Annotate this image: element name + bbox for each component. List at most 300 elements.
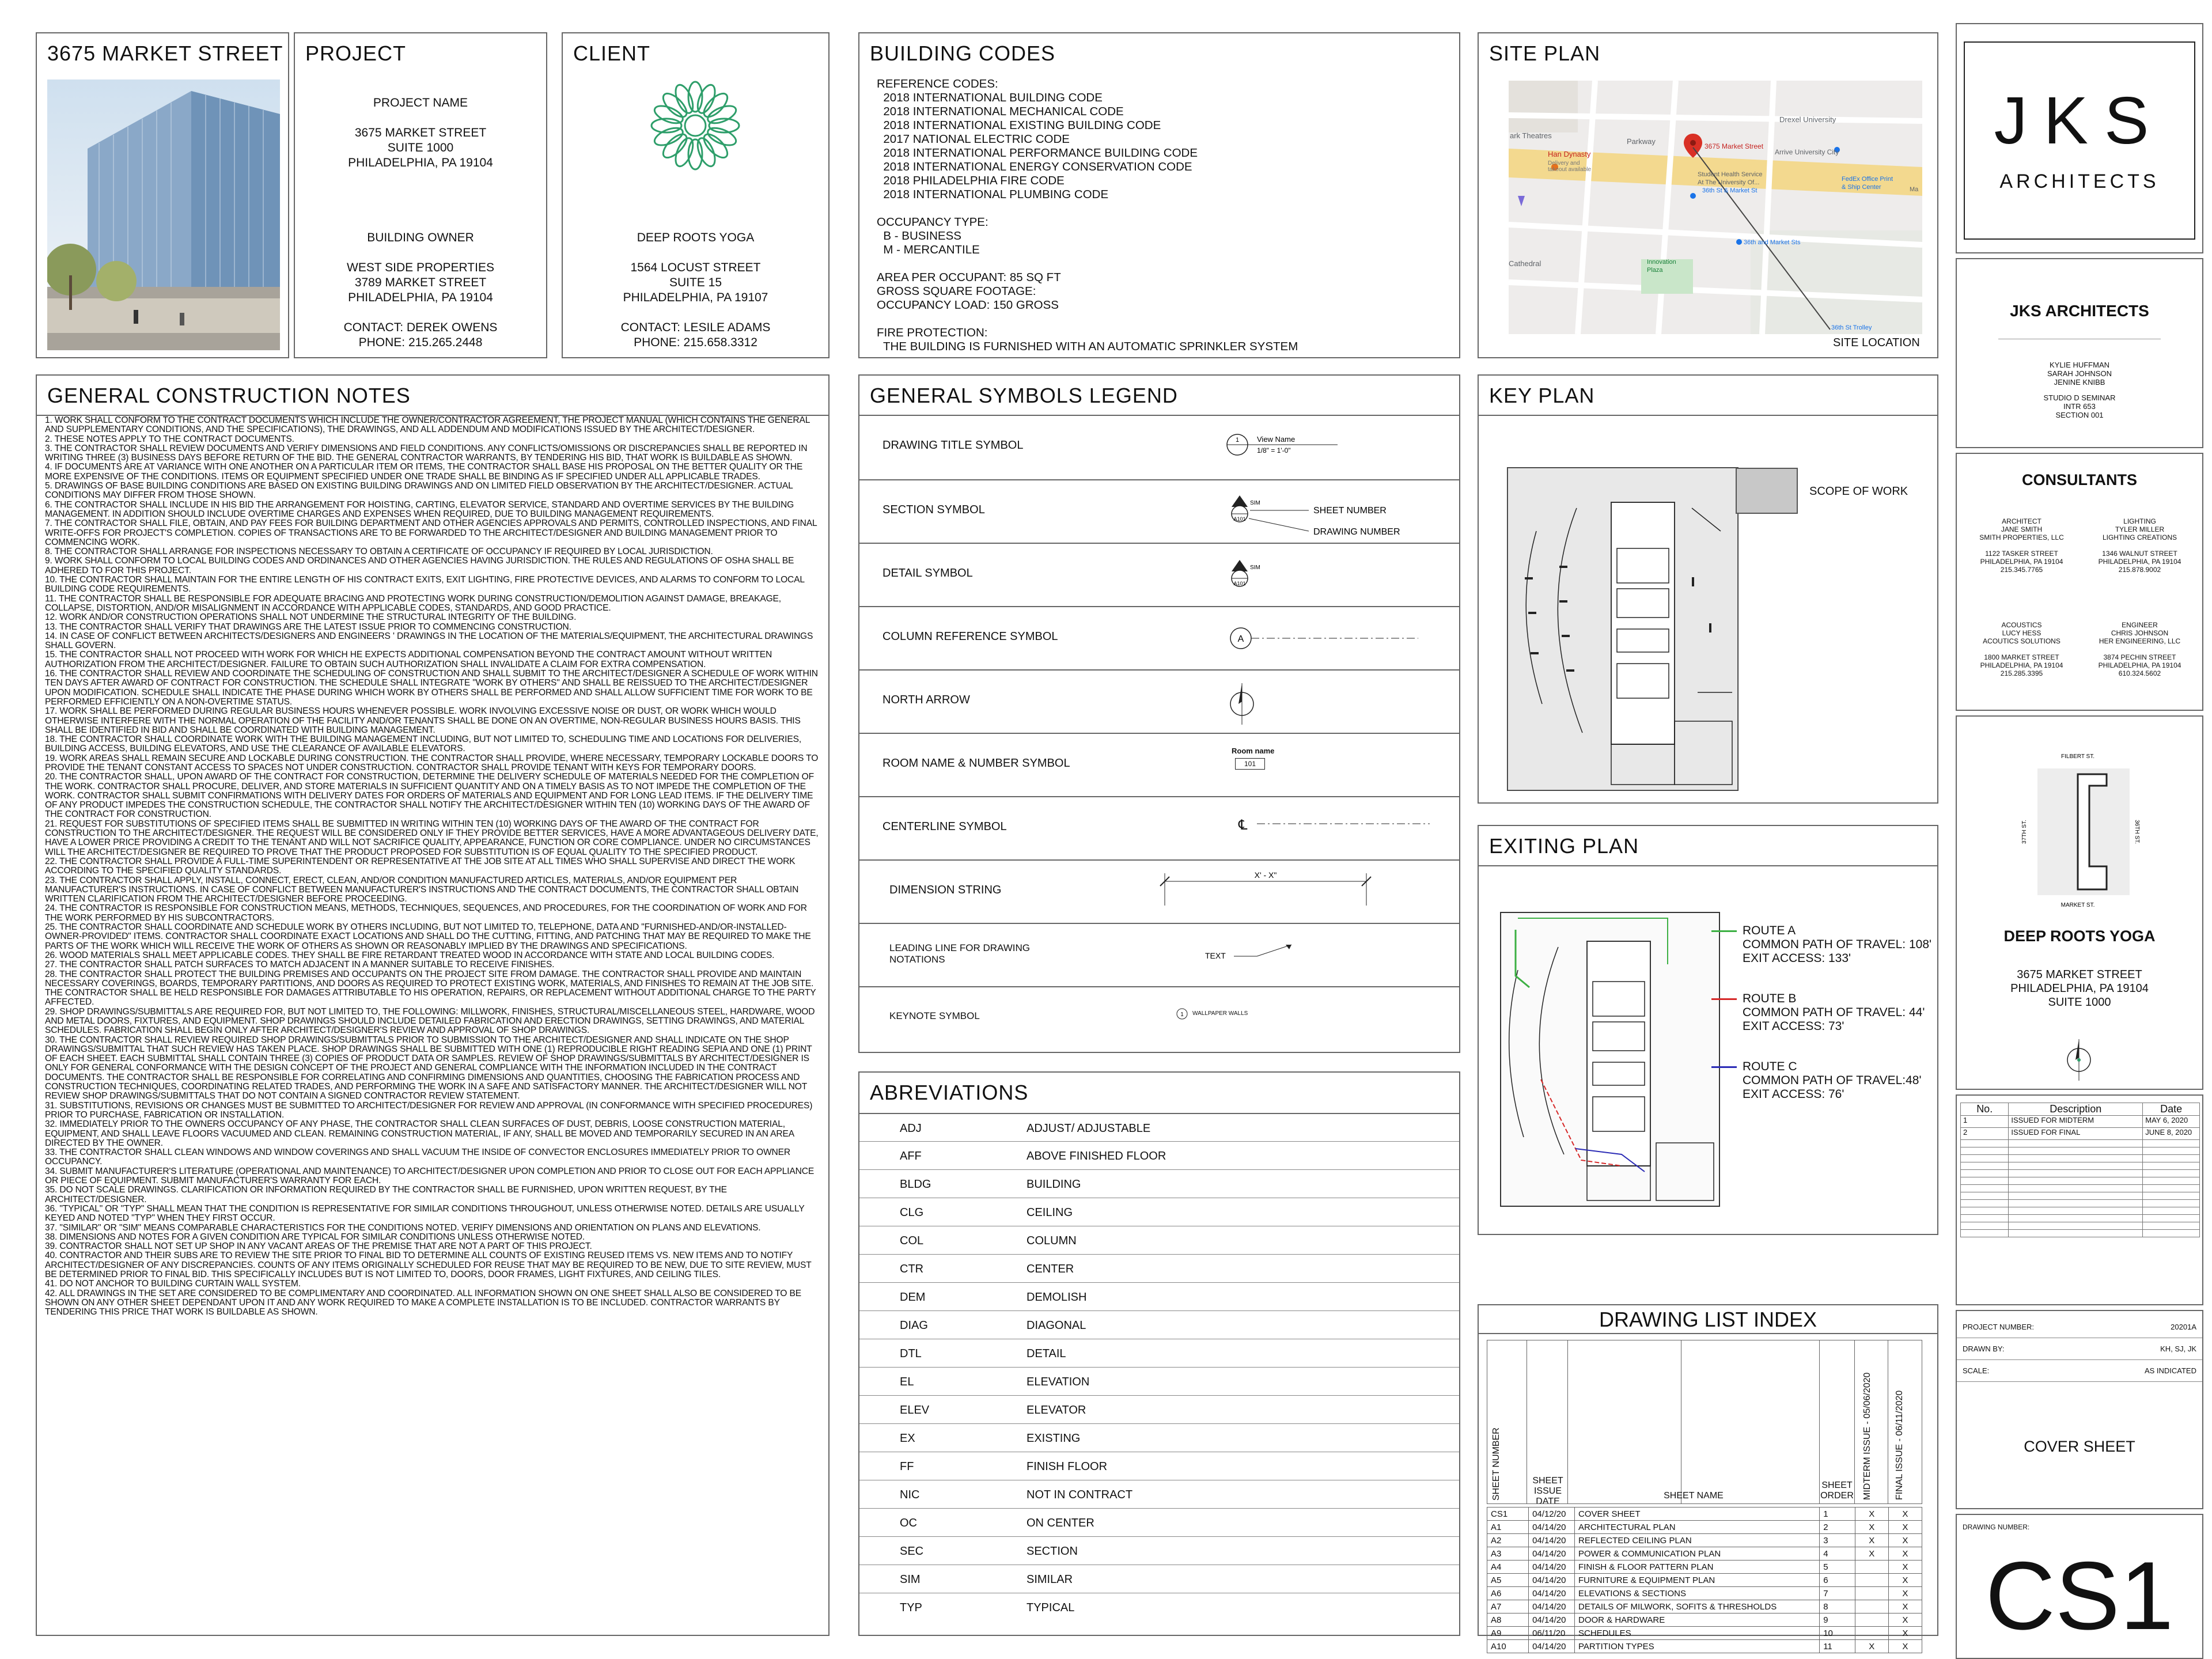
revision-cell	[2009, 1192, 2143, 1200]
abbreviation-definition: ELEVATOR	[1027, 1404, 1086, 1416]
drawing-list-cell: 1	[1820, 1508, 1855, 1521]
panel-title: KEY PLAN	[1489, 384, 1595, 407]
title-block	[1956, 23, 2203, 1650]
drawing-number-label: DRAWING NUMBER:	[1963, 1523, 2030, 1531]
scope-of-work-swatch	[1736, 468, 1798, 514]
note-item: 10. THE CONTRACTOR SHALL MAINTAIN FOR THE ENTIRE LENGTH OF HIS CONTRACT EXITS, EXIT LIGHTING, FIRE PROTECTIVE DEVICES, AND ALARMS TO CONFORM TO LOCAL BUILDING CODE REQUIREMENTS.	[45, 575, 805, 594]
note-item: 38. DIMENSIONS AND NOTES FOR A GIVEN CONDITION ARE TYPICAL FOR SIMILAR CONDITIONS UNLESS OTHERWISE NOTED.	[45, 1232, 585, 1242]
view-name-text: View Name	[1257, 435, 1296, 444]
dimension-string-icon	[1159, 868, 1372, 908]
midterm-header: MIDTERM ISSUE - 05/06/2020	[1862, 1372, 1872, 1500]
drawing-list-cell: 04/14/20	[1529, 1521, 1575, 1534]
map-label: Delivery and	[1548, 160, 1580, 166]
consultant-line: 215.345.7765	[2000, 566, 2043, 574]
map-label: takeout available	[1548, 166, 1592, 173]
revision-cell	[1961, 1222, 2009, 1230]
drawing-list-cell: 11	[1820, 1640, 1855, 1653]
consultant-line	[1963, 645, 2081, 653]
map-label: Cathedral	[1509, 259, 1541, 268]
client-logo-icon	[643, 74, 747, 177]
project-number-label: PROJECT NUMBER:	[1963, 1323, 2034, 1331]
revision-cell	[2009, 1200, 2143, 1207]
drawing-list-cell: 04/14/20	[1529, 1547, 1575, 1560]
drawing-list-cell: FINISH & FLOOR PATTERN PLAN	[1574, 1560, 1819, 1574]
scale-row	[1963, 1366, 2196, 1375]
drawing-list-row	[1487, 1600, 1922, 1613]
leader-text: TEXT	[1205, 951, 1226, 960]
consultant-line: 1800 MARKET STREET	[1984, 653, 2059, 661]
consultant-line: 3874 PECHIN STREET	[2103, 653, 2176, 661]
keynote-symbol-icon	[1174, 1006, 1191, 1023]
drawing-list-cell: X	[1855, 1508, 1888, 1521]
note-item: 1. WORK SHALL CONFORM TO THE CONTRACT DOCUMENTS WHICH INCLUDE THE OWNER/CONTRACTOR AGREEMENT, THE PROJECT MANUAL (WHICH CONTAINS THE GENERAL AND SUPPLEMENTARY CONDITIONS, AND THE SPECIFICATIONS), THE DRAWINGS, AND ALL ADDENDUM AND MODIFICATIONS ISSUED BY THE ARCHITECT/DESIGNER.	[45, 415, 810, 435]
drawing-list-cell: POWER & COMMUNICATION PLAN	[1574, 1547, 1819, 1560]
abbreviation-definition: EXISTING	[1027, 1432, 1081, 1445]
revision-cell	[2009, 1170, 2143, 1177]
map-label: Drexel University	[1779, 115, 1836, 124]
vicinity-map-image	[2014, 751, 2153, 912]
drawing-list-cell: A7	[1487, 1600, 1529, 1613]
note-item: 39. CONTRACTOR SHALL NOT SET UP SHOP IN ANY VACANT AREAS OF THE PREMISE THAT ARE NOT A PART OF THIS PROJECT.	[45, 1241, 592, 1252]
drawing-list-row	[1487, 1574, 1922, 1587]
revision-cell: 2	[1961, 1128, 2009, 1140]
note-item: 7. THE CONTRACTOR SHALL FILE, OBTAIN, AND PAY FEES FOR BUILDING DEPARTMENT AND OTHER AGENCIES APPROVALS AND PERMITS, CONTROLLED INSPECTIONS, AND FINAL WRITE-OFFS FOR PROJECT'S COMPLETION. COPIES OF TRANSACTIONS ARE TO BE FORWARDED TO THE ARCHITECT/DESIGNER AND BUILDING MANAGEMENT PRIOR TO COMMENCING WORK.	[45, 518, 817, 547]
revision-cell	[2009, 1155, 2143, 1162]
firm-logo-main: JKS	[1994, 83, 2165, 158]
sheet-number-label: SHEET NUMBER	[1313, 506, 1387, 516]
legend-label: NORTH ARROW	[882, 694, 970, 706]
drawing-list-cell: 7	[1820, 1587, 1855, 1600]
site-location-label: SITE LOCATION	[1833, 336, 1920, 349]
revision-cell	[2143, 1222, 2200, 1230]
abbreviation-code: AFF	[900, 1150, 922, 1162]
note-item: 23. THE CONTRACTOR SHALL APPLY, INSTALL, CONNECT, ERECT, CLEAN, AND/OR CONDITION MANUFACTURED ARTICLES, MATERIALS, AND/OR EQUIPMENT PER MANUFACTURER'S INSTRUCTIONS. IN CASE OF CONFLICT BETWEEN MANUFACTURER'S INSTRUCTIONS AND THE CONTRACT DOCUMENTS, THE CONTRACTOR SHALL OBTAIN WRITTEN CLARIFICATION FROM THE ARCHITECT/DESIGNER BEFORE PROCEEDING.	[45, 875, 799, 904]
route-legend-item	[1715, 924, 1931, 965]
note-item: 17. WORK SHALL BE PERFORMED DURING REGULAR BUSINESS HOURS WHENEVER POSSIBLE. WORK INVOLVING EXCESSIVE NOISE OR DUST, OR WORK WHICH WOULD OTHERWISE INTERFERE WITH THE NORMAL OPERATION OF THE FACILITY AND/OR TENANTS SHALL BE DONE ON AN OVERTIME, NON-REGULAR BUSINESS HOURS BASIS. THIS SHALL BE IDENTIFIED IN BID AND SHALL BE COORDINATED WITH BUILDING MANAGEMENT.	[45, 706, 801, 735]
drawing-list-cell	[1855, 1560, 1888, 1574]
abbreviation-definition: FINISH FLOOR	[1027, 1460, 1108, 1473]
route-travel: COMMON PATH OF TRAVEL: 108'	[1743, 938, 1932, 951]
abbreviation-code: SEC	[900, 1545, 924, 1558]
drawing-list-cell: A4	[1487, 1560, 1529, 1574]
consultant-line: SMITH PROPERTIES, LLC	[1979, 533, 2064, 541]
room-number-box: 101	[1235, 758, 1265, 770]
revision-cell	[2009, 1215, 2143, 1222]
client-line: PHILADELPHIA, PA 19107	[623, 291, 768, 304]
map-label: 36th St Trolley	[1831, 324, 1872, 331]
course-line: INTR 653	[2063, 402, 2096, 411]
abbreviation-definition: ELEVATION	[1027, 1376, 1090, 1388]
drawing-list-row	[1487, 1627, 1922, 1640]
revision-cell	[2009, 1162, 2143, 1170]
abbreviation-code: OC	[900, 1517, 917, 1529]
consultant-line: PHILADELPHIA, PA 19104	[2098, 661, 2181, 669]
drawing-list-cell: 8	[1820, 1600, 1855, 1613]
legend-row	[859, 733, 1459, 797]
drawing-list-cell: 2	[1820, 1521, 1855, 1534]
client-address-line: SUITE 1000	[2048, 996, 2111, 1009]
map-label: 36th and Market Sts	[1744, 239, 1801, 246]
note-item: 4. IF DOCUMENTS ARE AT VARIANCE WITH ONE ANOTHER ON A PARTICULAR ITEM OR ITEMS, THE CONTRACTOR SHALL BASE HIS PROPOSAL ON THE BETTER QUALITY OR THE MORE EXPENSIVE OF THE CONDITIONS. ITEMS OR EQUIPMENT SPECIFIED UNDER ONE TRADE SHALL BE BINDING AS IF SPECIFIED UNDER ALL APPLICABLE TRADES.	[45, 462, 803, 482]
client-line: 1564 LOCUST STREET	[630, 261, 761, 274]
abbreviation-definition: DETAIL	[1027, 1347, 1066, 1360]
revision-cell	[2143, 1162, 2200, 1170]
revision-cell: ISSUED FOR MIDTERM	[2009, 1116, 2143, 1128]
route-name: ROUTE C	[1743, 1060, 1797, 1073]
drawing-list-row	[1487, 1560, 1922, 1574]
abbreviation-row	[859, 1339, 1459, 1368]
note-item: 30. THE CONTRACTOR SHALL REVIEW REQUIRED SHOP DRAWINGS/SUBMITTALS PRIOR TO SUBMISSION TO THE ARCHITECT/DESIGNER AND SHALL INDICATE ON THE SHOP DRAWINGS/SUBMITTAL THAT SUCH REVIEW HAS TAKEN PLACE. SHOP DRAWINGS SHALL BE SUBMITTED WITH ONE (1) REPRODUCIBLE RIGHT READING SEPIA AND ONE (1) PRINT OF EACH SHEET. EACH SUBMITTAL SHALL CONTAIN THREE (3) COPIES OF PRODUCT DATA OR SAMPLES. REVIEW OF SHOP DRAWINGS/SUBMITTALS BY ARCHITECT/DESIGNER IS ONLY FOR GENERAL CONFORMANCE WITH THE DESIGN CONCEPT OF THE PROJECT AND GENERAL COMPLIANCE WITH THE INFORMATION INCLUDED IN THE CONTRACT DOCUMENTS. THE CONTRACTOR SHALL BE RESPONSIBLE FOR CORRELATING AND CONFIRMING DIMENSIONS AND QUANTITIES, CHOOSING THE FABRICATION PROCESS AND CONSTRUCTION TECHNIQUES, COORDINATING RELATED TRADES, AND PERFORMING THE WORK IN A SAFE AND SATISFACTORY MANNER. THE ARCHITECT/DESIGNER WILL NOT REVIEW SHOP DRAWINGS/SUBMITTALS THAT DO NOT CONTAIN A SIGNED CONTRACTOR REVIEW STATEMENT.	[45, 1035, 812, 1101]
note-item: 35. DO NOT SCALE DRAWINGS. CLARIFICATION OR INFORMATION REQUIRED BY THE CONTRACTOR SHALL BE FURNISHED, UPON WRITTEN REQUEST, BY THE ARCHITECT/DESIGNER.	[45, 1185, 727, 1205]
panel-title: PROJECT	[305, 41, 407, 65]
revisions-table	[1960, 1103, 2200, 1237]
panel-title: EXITING PLAN	[1489, 834, 1639, 858]
abbreviation-code: EX	[900, 1432, 915, 1445]
abbreviation-row	[859, 1282, 1459, 1311]
legend-row	[859, 859, 1459, 924]
drawing-list-cell: SCHEDULES	[1574, 1627, 1819, 1640]
project-name-label: PROJECT NAME	[373, 96, 468, 109]
drawing-list-cell	[1855, 1574, 1888, 1587]
consultant-line: 1122 TASKER STREET	[1985, 550, 2058, 558]
abbreviation-row	[859, 1423, 1459, 1452]
drawing-list-cell: 3	[1820, 1534, 1855, 1547]
note-item: 18. THE CONTRACTOR SHALL COORDINATE WORK WITH THE BUILDING MANAGEMENT INCLUDING, BUT NOT LIMITED TO, SCHEDULING TIME AND LOCATIONS FOR DELIVERIES, BUILDING ACCESS, BUILDING ELEVATORS, AND USE THE CLEARANCE OF AVAILABLE ELEVATORS.	[45, 734, 802, 754]
drawing-list-cell: 9	[1820, 1613, 1855, 1627]
drawing-list-cell: 04/14/20	[1529, 1613, 1575, 1627]
drawing-list-cell: 04/14/20	[1529, 1600, 1575, 1613]
drawing-list-cell: X	[1888, 1640, 1922, 1653]
drawing-list-cell: 5	[1820, 1560, 1855, 1574]
abbreviation-row	[859, 1480, 1459, 1509]
revision-row	[1961, 1155, 2200, 1162]
drawing-list-cell: A8	[1487, 1613, 1529, 1627]
consultant-line: LUCY HESS	[2002, 629, 2041, 637]
note-item: 5. DRAWINGS OF BASE BUILDING CONDITIONS ARE BASED ON EXISTING BUILDING DRAWINGS AND ON LIMITED FIELD OBSERVATION BY THE ARCHITECT/DESIGNER. ACTUAL CONDITIONS MAY DIFFER FROM THOSE SHOWN.	[45, 481, 793, 501]
map-label: 36th St & Market St	[1702, 187, 1758, 194]
consultant-line	[2081, 541, 2199, 550]
client-panel	[562, 32, 830, 358]
drawing-list-cell: X	[1888, 1574, 1922, 1587]
map-label: At The University Of...	[1698, 179, 1760, 186]
note-item: 24. THE CONTRACTOR IS RESPONSIBLE FOR CONSTRUCTION MEANS, METHODS, TECHNIQUES, SEQUENCES, AND PROCEDURES, FOR THE COORDINATION OF WORK AND FOR THE WORK PERFORMED BY HIS SUBCONTRACTORS.	[45, 903, 807, 923]
drawing-list-cell	[1855, 1613, 1888, 1627]
client-name: DEEP ROOTS YOGA	[637, 231, 755, 244]
route-line-swatch	[1711, 1066, 1737, 1068]
note-item: 22. THE CONTRACTOR SHALL PROVIDE A FULL-TIME SUPERINTENDENT OR REPRESENTATIVE AT THE JOB SITE AT ALL TIMES WHO SHALL SUPERVISE AND DIRECT THE WORK ACCORDING TO THE SPECIFIED QUALITY STANDARDS.	[45, 856, 796, 876]
consultant-line: 215.878.9002	[2118, 566, 2161, 574]
consultant-line: HER ENGINEERING, LLC	[2099, 637, 2181, 645]
sim-text: SIM	[1250, 500, 1260, 506]
abbreviation-code: FF	[900, 1460, 914, 1473]
revision-cell	[1961, 1140, 2009, 1147]
note-item: 31. SUBSTITUTIONS, REVISIONS OR CHANGES MUST BE SUBMITTED TO ARCHITECT/DESIGNER FOR REVIEW AND APPROVAL (IN CONFORMANCE WITH SPECIFIED PROCEDURES) PRIOR TO PURCHASE, FABRICATION OR INSTALLATION.	[45, 1100, 813, 1120]
view-scale-text: 1/8" = 1'-0"	[1257, 446, 1291, 454]
revision-row	[1961, 1162, 2200, 1170]
drawing-list-cell: COVER SHEET	[1574, 1508, 1819, 1521]
note-item: 33. THE CONTRACTOR SHALL CLEAN WINDOWS AND WINDOW COVERINGS AND SHALL VACUUM THE INSIDE OF CONVECTOR ENCLOSURES IMMEDIATELY PRIOR TO OWNER OCCUPANCY.	[45, 1147, 790, 1167]
drawing-number-label: DRAWING NUMBER	[1313, 527, 1400, 537]
panel-title: GENERAL CONSTRUCTION NOTES	[47, 384, 411, 407]
drawing-number-value: CS1	[1985, 1541, 2174, 1650]
route-legend-item	[1715, 992, 1925, 1033]
a101-text: A101	[1233, 581, 1246, 586]
map-label: Han Dynasty	[1548, 150, 1591, 158]
revision-row	[1961, 1200, 2200, 1207]
drawing-list-cell: FURNITURE & EQUIPMENT PLAN	[1574, 1574, 1819, 1587]
drawing-list-cell: DETAILS OF MILWORK, SOFITS & THRESHOLDS	[1574, 1600, 1819, 1613]
drawn-by-label: DRAWN BY:	[1963, 1344, 2005, 1353]
abbreviation-row	[859, 1395, 1459, 1424]
consultant-line: ACOUSTICS	[2001, 621, 2042, 629]
revision-cell: 1	[1961, 1116, 2009, 1128]
revision-cell	[2009, 1185, 2143, 1192]
consultant-line: CHRIS JOHNSON	[2111, 629, 2169, 637]
drawing-list-cell: X	[1855, 1534, 1888, 1547]
legend-row	[859, 669, 1459, 734]
panel-title: 3675 MARKET STREET	[47, 41, 283, 65]
note-item: 36. "TYPICAL" OR "TYP" SHALL MEAN THAT THE CONDITION IS REPRESENTATIVE FOR SIMILAR CONDITIONS THROUGHOUT, UNLESS OTHERWISE NOTED. DETAILS ARE USUALLY KEYED AND NOTED "TYP" WHEN THEY FIRST OCCUR.	[45, 1203, 805, 1224]
scale-label: SCALE:	[1963, 1366, 1990, 1375]
revision-cell: ISSUED FOR FINAL	[2009, 1128, 2143, 1140]
project-number-value: 20201A	[2171, 1323, 2196, 1331]
revision-cell	[1961, 1155, 2009, 1162]
drawing-list-cell: X	[1888, 1627, 1922, 1640]
revisions-header-cell: No.	[1961, 1103, 2009, 1116]
legend-row	[859, 923, 1459, 987]
drawing-list-cell: A10	[1487, 1640, 1529, 1653]
note-item: 27. THE CONTRACTOR SHALL PATCH SURFACES TO MATCH ADJACENT IN A MANNER SUITABLE TO RECEIVE FINISHES.	[45, 960, 555, 970]
route-name: ROUTE A	[1743, 924, 1796, 937]
panel-title: SITE PLAN	[1489, 41, 1601, 65]
drawing-list-cell: X	[1888, 1521, 1922, 1534]
revision-cell	[2009, 1147, 2143, 1155]
drawing-list-cell: 04/14/20	[1529, 1587, 1575, 1600]
route-exit: EXIT ACCESS: 76'	[1743, 1088, 1844, 1101]
note-item: 15. THE CONTRACTOR SHALL NOT PROCEED WITH WORK FOR WHICH HE EXPECTS ADDITIONAL COMPENSATION BEYOND THE CONTRACT AMOUNT WITHOUT WRITTEN AUTHORIZATION FROM THE ARCHITECT/DESIGNER. FAILURE TO OBTAIN SUCH AUTHORIZATION SHALL INVALIDATE A CLAIM FOR EXTRA COMPENSATION.	[45, 650, 772, 669]
building-codes-text: REFERENCE CODES: 2018 INTERNATIONAL BUILDING CODE 2018 INTERNATIONAL MECHANICAL CODE 2018 INTERNATIONAL EXISTING BUILDING CODE 2017 NATIONAL ELECTRIC CODE 2018 INTERNATIONAL PERFORMANCE BUILDING CODE 2018 INTERNATIONAL ENERGY CONSERVATION CODE 2018 PHILADELPHIA FIRE CODE 2018 INTERNATIONAL PLUMBING CODE OCCUPANCY TYPE: B - BUSINESS M - MERCANTILE AREA PER OCCUPANT: 85 SQ FT GROSS SQUARE FOOTAGE: OCCUPANCY LOAD: 150 GROSS FIRE PROTECTION: THE BUILDING IS FURNISHED WITH AN AUTOMATIC SPRINKLER SYSTEM	[877, 77, 1298, 353]
revision-row	[1961, 1185, 2200, 1192]
map-label: Arrive University City	[1775, 148, 1839, 156]
drawing-list-row	[1487, 1613, 1922, 1627]
route-exit: EXIT ACCESS: 73'	[1743, 1020, 1844, 1033]
abbreviation-definition: TYPICAL	[1027, 1601, 1075, 1614]
consultant-card	[1963, 517, 2081, 574]
drawing-list-row	[1487, 1521, 1922, 1534]
map-label: & Ship Center	[1842, 184, 1881, 191]
revision-cell	[2143, 1200, 2200, 1207]
consultants-box	[1956, 453, 2203, 711]
revision-cell	[2143, 1230, 2200, 1237]
note-item: 26. WOOD MATERIALS SHALL MEET APPLICABLE CODES. THEY SHALL BE FIRE RETARDANT TREATED WOOD IN ACCORDANCE WITH STATE AND LOCAL BUILDING CODES.	[45, 950, 775, 960]
keynote-number: 1	[1180, 1012, 1184, 1018]
drawing-list-cell: 04/12/20	[1529, 1508, 1575, 1521]
drawing-list-row	[1487, 1640, 1922, 1653]
drawing-list-cell: X	[1855, 1640, 1888, 1653]
abbreviation-row	[859, 1367, 1459, 1396]
keynote-text: WALLPAPER WALLS	[1192, 1010, 1248, 1017]
revision-cell: MAY 6, 2020	[2143, 1116, 2200, 1128]
drawing-list-cell: ELEVATIONS & SECTIONS	[1574, 1587, 1819, 1600]
revision-cell	[2009, 1207, 2143, 1215]
drawing-list-cell: A3	[1487, 1547, 1529, 1560]
abbreviation-definition: CENTER	[1027, 1263, 1074, 1275]
abbreviation-row	[859, 1565, 1459, 1593]
note-item: 12. WORK AND/OR CONSTRUCTION OPERATIONS SHALL NOT UNDERMINE THE STRUCTURAL INTEGRITY OF THE BUILDING.	[45, 612, 577, 623]
leading-line-icon	[1205, 941, 1332, 976]
title-symbol-number: 1	[1235, 437, 1240, 444]
note-item: 20. THE CONTRACTOR SHALL, UPON AWARD OF THE CONTRACT FOR CONSTRUCTION, DETERMINE THE DELIVERY SCHEDULE OF MATERIALS NEEDED FOR THE COMPLETION OF THE WORK. CONTRACTOR SHALL PROCURE, DELIVER, AND STORE MATERIALS IN SUFFICIENT QUANTITY AND ON A TIMELY BASIS AS TO NOT IMPEDE THE COMPLETION OF THE WORK. CONTRACTOR SHALL SUBMIT CONFIRMATIONS WITH DELIVERY DATES FOR ORDERS OF MATERIALS AND EQUIPMENT AND FOR LONG LEAD ITEMS. IF THE DELIVERY TIME OF ANY PRODUCT IMPEDES THE CONSTRUCTION SCHEDULE, THE CONTRACTOR SHALL NOTIFY THE ARCHITECT/DESIGNER WITHIN TEN (10) WORKING DAYS OF THE AWARD OF THE CONTRACT FOR CONSTRUCTION.	[45, 772, 814, 820]
street-right: 36TH ST.	[2134, 820, 2140, 844]
team-member: JENINE KNIBB	[2054, 378, 2105, 387]
revision-cell	[1961, 1170, 2009, 1177]
legend-label: KEYNOTE SYMBOL	[889, 1010, 980, 1021]
owner-contact: CONTACT: DEREK OWENS	[343, 321, 498, 334]
consultant-card	[2081, 621, 2199, 677]
project-address-line: 3675 MARKET STREET	[354, 126, 487, 139]
map-label: ark Theatres	[1510, 131, 1552, 140]
abbreviation-row	[859, 1508, 1459, 1537]
note-item: 40. CONTRACTOR AND THEIR SUBS ARE TO REVIEW THE SITE PRIOR TO FINAL BID TO DETERMINE ALL COUNTS OF EXISTING REUSED ITEMS VS. NEW ITEMS AND TO NOTIFY ARCHITECT/DESIGNER OF ANY DISCREPANCIES. COUNTS OF ANY ITEMS ORIGINALLY SCHEDULED FOR REUSE THAT MAY BE REQUIRED TO BE NEW, DUE TO SITE REVIEW, MUST BE DETERMINED PRIOR TO FINAL BID. THIS SPECIFICALLY INCLUDES BUT IS NOT LIMITED TO, DOORS, DOOR FRAMES, LIGHT FIXTURES, AND CEILING TILES.	[45, 1251, 812, 1280]
drawing-list-cell: A1	[1487, 1521, 1529, 1534]
key-plan-panel	[1478, 374, 1938, 804]
firm-info-box	[1956, 258, 2203, 448]
drawing-list-cell: 04/14/20	[1529, 1640, 1575, 1653]
note-item: 41. DO NOT ANCHOR TO BUILDING CURTAIN WALL SYSTEM.	[45, 1279, 301, 1289]
revision-row	[1961, 1128, 2200, 1140]
drawing-list-cell	[1855, 1600, 1888, 1613]
drawing-list-cell: DOOR & HARDWARE	[1574, 1613, 1819, 1627]
route-line-swatch	[1711, 930, 1737, 932]
drawing-list-panel	[1478, 1304, 1938, 1652]
revision-row	[1961, 1170, 2200, 1177]
note-item: 14. IN CASE OF CONFLICT BETWEEN ARCHITECTS/DESIGNERS AND ENGINEERS ' DRAWINGS IN THE LOCATION OF THE MATERIALS/EQUIPMENT, THE ARCHITECTURAL DRAWINGS SHALL GOVERN.	[45, 631, 813, 651]
legend-label: COLUMN REFERENCE SYMBOL	[882, 630, 1058, 643]
note-item: 37. "SIMILAR" OR "SIM" MEANS COMPARABLE CHARACTERISTICS FOR THE CONDITIONS NOTED. VERIFY DIMENSIONS AND ORIENTATION ON PLANS AND ELEVATIONS.	[45, 1222, 761, 1233]
note-item: 28. THE CONTRACTOR SHALL PROTECT THE BUILDING PREMISES AND OCCUPANTS ON THE PROJECT SITE FROM DAMAGE. THE CONTRACTOR SHALL PROVIDE AND MAINTAIN NECESSARY COVERINGS, BOARDS, TEMPORARY PARTITIONS, AND DOORS AS REQUIRED TO PROTECT EXISTING WORK, MATERIALS, AND FINISHES TO REMAIN AT THE JOB SITE. THE CONTRACTOR SHALL BE HELD RESPONSIBLE FOR DAMAGES ATTRIBUTABLE TO HIS OPERATION, REPAIRS, OR REPLACEMENT WITHOUT ADDITIONAL CHARGE TO THE PARTY AFFECTED.	[45, 969, 816, 1007]
abbreviation-row	[859, 1141, 1459, 1170]
symbols-legend-panel	[858, 374, 1460, 1053]
consultant-line: PHILADELPHIA, PA 19104	[2098, 558, 2181, 566]
site-map-image	[1509, 81, 1922, 334]
abbreviation-definition: SECTION	[1027, 1545, 1078, 1558]
abbreviation-code: DTL	[900, 1347, 922, 1360]
abbreviation-code: SIM	[900, 1573, 921, 1586]
consultant-line: ACOUTICS SOLUTIONS	[1983, 637, 2061, 645]
abbreviation-code: CLG	[900, 1206, 924, 1219]
notes-list	[45, 416, 820, 1317]
drawing-list-cell: 04/14/20	[1529, 1574, 1575, 1587]
scale-value: AS INDICATED	[2144, 1366, 2196, 1375]
legend-row	[859, 543, 1459, 607]
drawing-list-row	[1487, 1508, 1922, 1521]
revision-row	[1961, 1230, 2200, 1237]
revision-cell	[1961, 1207, 2009, 1215]
consultant-line: 610.324.5602	[2118, 669, 2161, 677]
drawing-list-cell: X	[1888, 1600, 1922, 1613]
legend-label: CENTERLINE SYMBOL	[882, 820, 1007, 833]
drawn-by-row	[1963, 1344, 2196, 1353]
client-vicinity-box	[1956, 715, 2203, 1090]
drawing-list-cell: ARCHITECTURAL PLAN	[1574, 1521, 1819, 1534]
panel-title: GENERAL SYMBOLS LEGEND	[870, 384, 1178, 407]
abbreviation-row	[859, 1226, 1459, 1255]
drawing-list-cell: X	[1888, 1587, 1922, 1600]
drawing-list-cell: A6	[1487, 1587, 1529, 1600]
revision-row	[1961, 1207, 2200, 1215]
abbreviation-definition: ABOVE FINISHED FLOOR	[1027, 1150, 1166, 1162]
consultant-line	[1963, 541, 2081, 550]
dimension-text: X' - X"	[1254, 870, 1277, 880]
route-name: ROUTE B	[1743, 992, 1797, 1005]
map-label: 3675 Market Street	[1705, 142, 1764, 150]
abbreviation-definition: ADJUST/ ADJUSTABLE	[1027, 1122, 1151, 1135]
key-plan-floorplan-image	[1502, 462, 1744, 796]
note-item: 16. THE CONTRACTOR SHALL REVIEW AND COORDINATE THE SCHEDULING OF CONSTRUCTION AND SHALL SUBMIT TO THE ARCHITECT/DESIGNER A SCHEDULE OF WORK WITHIN TEN DAYS AFTER AWARD OF CONTRACT FOR CONSTRUCTION. THE SCHEDULE SHALL INTEGRATE "WORK BY OTHERS" AND SHALL BE REISSUED TO THE ARCHITECT/DESIGNER UPON MODIFICATION. SCHEDULE SHALL INDICATE THE PHASE DURING WHICH WORK BY OTHERS SHALL BE PERFORMED AND SHALL ALLOW SUFFICIENT TIME FOR WORK TO BE PERFORMED EFFICIENTLY ON A NON-OVERTIME STATUS.	[45, 669, 818, 707]
sheet-number-header: SHEET NUMBER	[1491, 1427, 1501, 1501]
drawing-list-cell: 4	[1820, 1547, 1855, 1560]
client-address-line: PHILADELPHIA, PA 19104	[2010, 982, 2149, 995]
abbreviation-definition: DIAGONAL	[1027, 1319, 1086, 1332]
consultant-line: PHILADELPHIA, PA 19104	[1980, 558, 2063, 566]
project-number-row	[1963, 1323, 2196, 1331]
building-rendering-image	[47, 79, 280, 350]
legend-label: DETAIL SYMBOL	[882, 567, 973, 579]
note-item: 25. THE CONTRACTOR SHALL COORDINATE AND SCHEDULE WORK BY OTHERS INCLUDING, BUT NOT LIMITED TO, TELEPHONE, DATA AND "FURNISHED-AND/OR-INSTALLED-OWNER-PROVIDED" ITEMS. CONTRACTOR SHALL COORDINATE EXACT LOCATIONS AND SHALL DO THE CUTTING, FITTING, AND PATCHING THAT MAY BE REQUIRED TO MAKE THE PARTS OF THE WORK WHICH WILL RECEIVE THE WORK OF OTHERS AS SHOWN OR REASONABLY IMPLIED BY THE DRAWINGS AND SPECIFICATIONS.	[45, 922, 811, 951]
note-item: 3. THE CONTRACTOR SHALL REVIEW DOCUMENTS AND VERIFY DIMENSIONS AND FIELD CONDITIONS. ANY CONFLICTS/OMISSIONS OR DISCREPANCIES SHALL BE REPORTED IN WRITING THREE (3) BUSINESS DAYS BEFORE RETURN OF THE BID. THE GENERAL CONTRACTOR WARRANTS, BY TENDERING HIS BID, THAT WORK IS BUILDABLE AS SHOWN.	[45, 443, 808, 463]
drawing-list-table	[1487, 1507, 1922, 1653]
owner-label: BUILDING OWNER	[367, 231, 474, 244]
note-item: 11. THE CONTRACTOR SHALL BE RESPONSIBLE FOR ADEQUATE BRACING AND PROTECTING WORK DURING CONSTRUCTION/DEMOLITION AGAINST DAMAGE, BREAKAGE, COLLAPSE, DISTORTION, AND/OR MISALIGNMENT IN ACCORDANCE WITH APPLICABLE CODES, STANDARDS, AND GOOD PRACTICE.	[45, 593, 781, 613]
revision-cell	[2143, 1155, 2200, 1162]
route-travel: COMMON PATH OF TRAVEL: 44'	[1743, 1006, 1925, 1019]
drawing-list-cell: PARTITION TYPES	[1574, 1640, 1819, 1653]
consultant-card	[1963, 621, 2081, 677]
abbreviation-definition: ON CENTER	[1027, 1517, 1094, 1529]
drawing-list-cell: X	[1888, 1560, 1922, 1574]
revision-row	[1961, 1192, 2200, 1200]
legend-row	[859, 606, 1459, 671]
map-label: Parkway	[1627, 137, 1656, 146]
exiting-plan-panel	[1478, 825, 1938, 1235]
drawing-list-cell: A9	[1487, 1627, 1529, 1640]
drawing-list-cell: 10	[1820, 1627, 1855, 1640]
legend-label: DRAWING TITLE SYMBOL	[882, 439, 1024, 452]
drawing-list-cell: CS1	[1487, 1508, 1529, 1521]
legend-label: ROOM NAME & NUMBER SYMBOL	[882, 757, 1070, 770]
revision-cell	[1961, 1177, 2009, 1185]
column-letter: A	[1237, 634, 1244, 644]
consultant-line: ENGINEER	[2122, 621, 2158, 629]
consultant-line: ARCHITECT	[2002, 517, 2041, 525]
sim-text: SIM	[1250, 565, 1260, 571]
firm-name: JKS ARCHITECTS	[2010, 302, 2149, 320]
project-info-box	[1956, 1310, 2203, 1509]
scope-of-work-label: SCOPE OF WORK	[1809, 485, 1908, 498]
project-address-line: SUITE 1000	[387, 141, 454, 154]
street-left: 37TH ST.	[2021, 820, 2028, 844]
abbreviation-code: DIAG	[900, 1319, 928, 1332]
revisions-header-cell: Date	[2143, 1103, 2200, 1116]
panel-title: DRAWING LIST INDEX	[1599, 1308, 1817, 1331]
sheet-order-header: SHEET ORDER	[1820, 1480, 1854, 1501]
abbreviation-code: ADJ	[900, 1122, 922, 1135]
consultant-line: LIGHTING CREATIONS	[2102, 533, 2177, 541]
abbreviation-row	[859, 1310, 1459, 1339]
revision-cell	[1961, 1215, 2009, 1222]
route-exit: EXIT ACCESS: 133'	[1743, 952, 1851, 965]
client-phone: PHONE: 215.658.3312	[634, 336, 757, 349]
